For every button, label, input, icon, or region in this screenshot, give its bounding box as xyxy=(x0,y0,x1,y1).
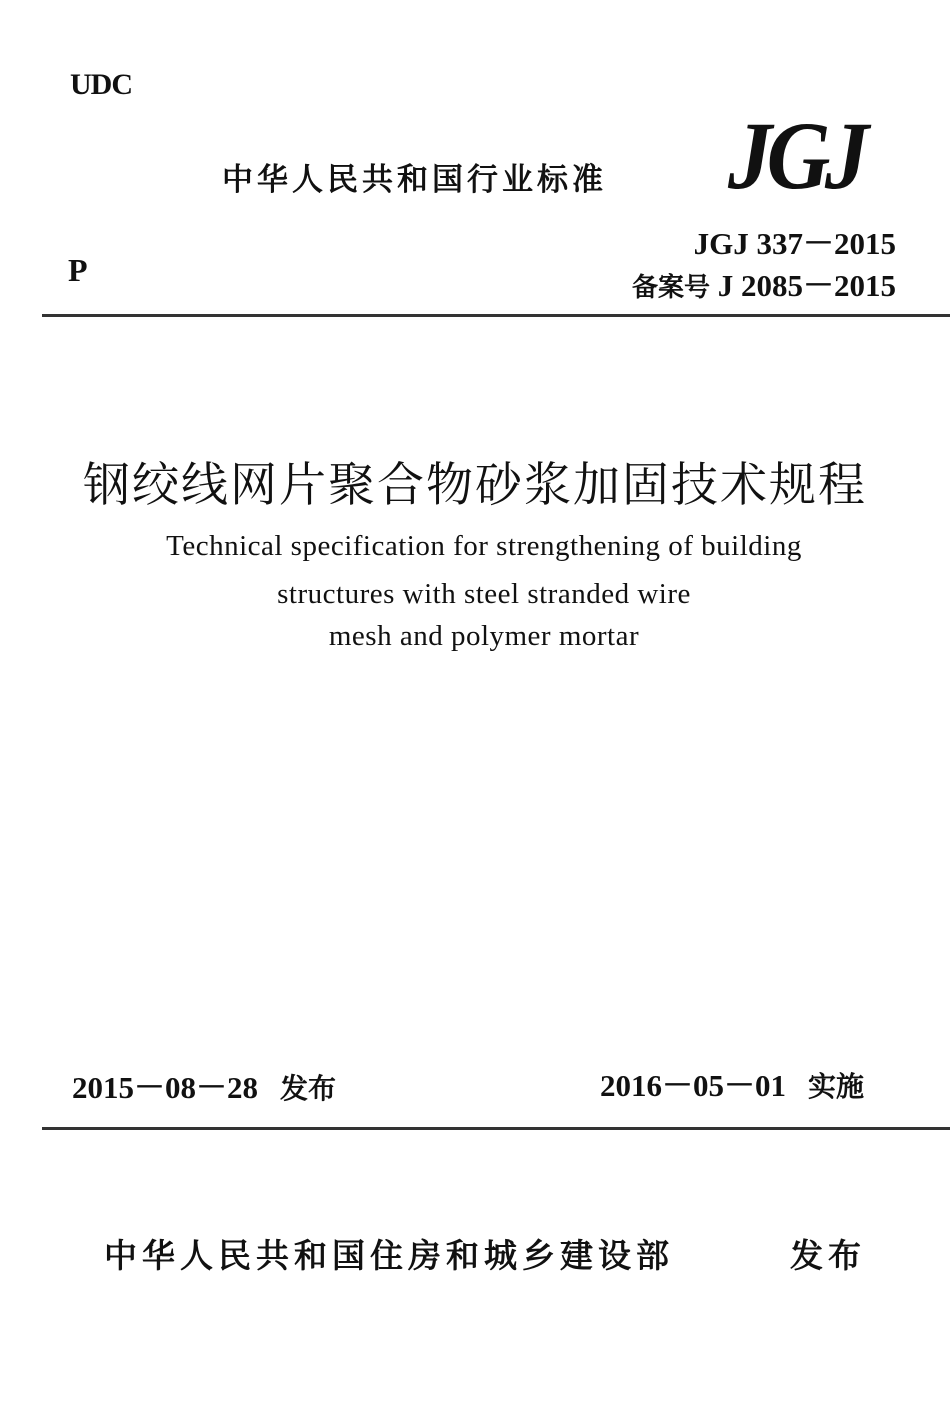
record-number xyxy=(632,260,896,305)
standard-number: JGJ 337－2015 xyxy=(693,226,896,261)
title-english-line-1: Technical specification for strengthening of building xyxy=(166,530,802,562)
publish-label: 发布 xyxy=(790,1236,866,1275)
record-number-value: J 2085－2015 xyxy=(717,268,896,303)
publisher-name: 中华人民共和国住房和城乡建设部 xyxy=(104,1236,674,1275)
top-divider xyxy=(42,314,950,317)
industry-standard-heading: 中华人民共和国行业标准 xyxy=(222,162,607,198)
udc-label: UDC xyxy=(70,68,132,101)
record-prefix: 备案号 xyxy=(631,273,710,303)
issue-date-value: 2015－08－28 xyxy=(72,1070,258,1105)
title-english-line-2: structures with steel stranded wire xyxy=(277,578,691,610)
title-english-line-3: mesh and polymer mortar xyxy=(328,620,640,652)
implement-label: 实施 xyxy=(808,1070,865,1103)
issue-date xyxy=(72,1062,336,1107)
category-code: P xyxy=(68,252,88,288)
bottom-divider xyxy=(42,1127,950,1130)
jgj-logo: JGJ xyxy=(728,102,864,209)
implement-date xyxy=(600,1060,864,1105)
title-chinese: 钢绞线网片聚合物砂浆加固技术规程 xyxy=(83,458,867,513)
issue-label: 发布 xyxy=(280,1072,337,1105)
implement-date-value: 2016－05－01 xyxy=(600,1068,786,1103)
